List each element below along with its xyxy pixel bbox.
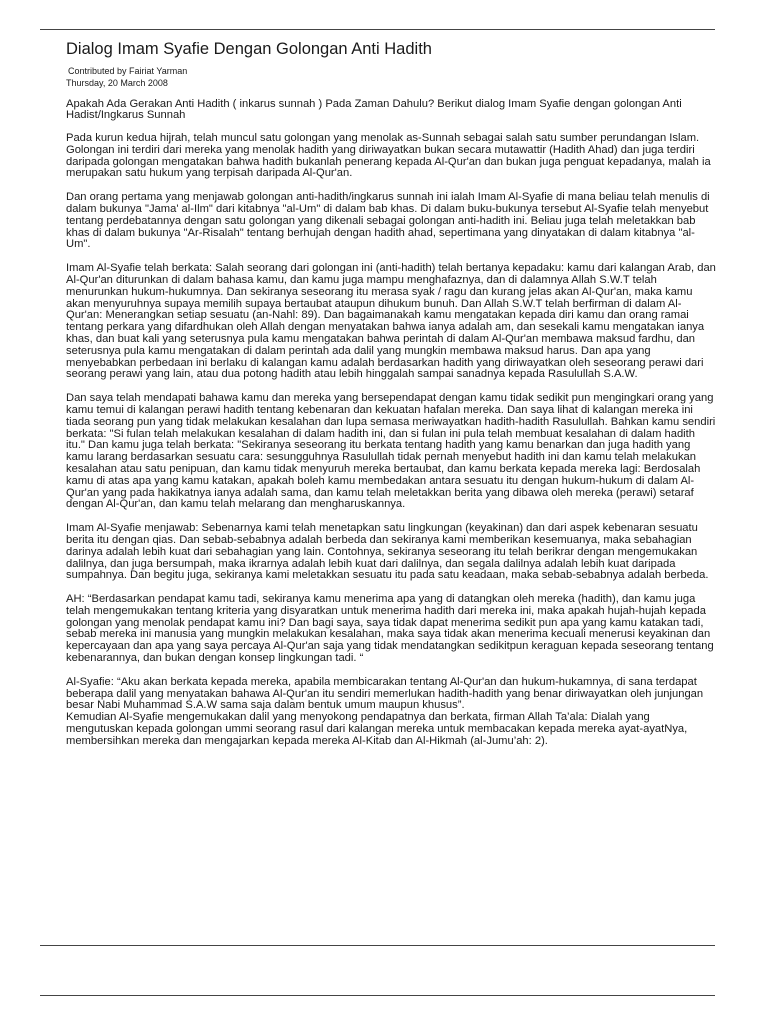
paragraph-1: Pada kurun kedua hijrah, telah muncul satu golongan yang menolak as-Sunnah sebagai salah satu sumber perundangan Islam. Golongan ini terdiri dari mereka yang menolak hadith yang diriwayatkan bukan secara mutawattir (Hadith Ahad) dan juga terdiri daripada golongan mengatakan bahwa hadith bukanlah penerang kepada Al-Qur'an dan bukan juga penguat kepadanya, malah ia merupakan satu hukum yang terpisah daripada Al-Qur'an.	[66, 132, 711, 180]
article-meta	[66, 65, 716, 89]
paragraph-3: Imam Al-Syafie telah berkata: Salah seorang dari golongan ini (anti-hadith) telah bertanya kepadaku: kamu dari kalangan Arab, dan Al-Qur'an diturunkan di dalam bahasa kamu, dan kamu juga mampu menghafaznya, dan di dalamnya Allah S.W.T telah menurunkan hukum-hukumnya. Dan sekiranya seseorang itu merasa syak / ragu dan kurang jelas akan Al-Qur'an, maka kamu akan menyuruhnya supaya memilih supaya bertaubat ataupun dihukum bunuh. Dan Allah S.W.T telah berfirman di dalam Al-Qur'an: Menerangkan setiap sesuatu (an-Nahl: 89). Dan bagaimanakah kamu mengatakan kepada diri kamu dan orang ramai tentang perkara yang difardhukan oleh Allah dengan menyatakan bahwa ianya adalah am, dan sesekali kamu mengatakan ianya khas, dan buat kali yang seterusnya pula kamu mengatakan bahwa perintah di dalam Al-Qur'an membawa maksud fardhu, dan seterusnya pula kamu mengatakan di dalam perintah ada dalil yang mungkin membawa maksud harus. Dan apa yang menyebabkan perbedaan ini berlaku di kalangan kamu adalah berdasarkan hadith yang diriwayatkan oleh seseorang perawi dari seorang perawi yang lain, atau dua potong hadith atau lebih hinggalah sampai sanadnya kepada Rasulullah S.A.W.	[66, 262, 716, 381]
contributor-line: Contributed by Fairiat Yarman	[68, 66, 188, 76]
footer-rule	[40, 945, 715, 946]
paragraph-6: AH: “Berdasarkan pendapat kamu tadi, sekiranya kamu menerima apa yang di datangkan oleh mereka (hadith), dan kamu juga telah mengemukakan tentang kriteria yang disyaratkan untuk menerima hadith dari mereka ini, maka apakah hujah-hujah kepada golongan yang menolak pendapat kamu ini? Dan bagi saya, saya tidak dapat menerima sedikit pun apa yang kamu katakan tadi, sebab mereka ini manusia yang mungkin melakukan kesalahan, maka saya tidak akan menerima kecuali menerusi keyakinan dan kepercayaan dan apa yang saya percaya Al-Qur'an saja yang tidak mendatangkan sedikitpun keraguan kepada seseorang tentang kebenarannya, dan bukan dengan konsep lingkungan tadi. “	[66, 593, 714, 665]
paragraph-8: Kemudian Al-Syafie mengemukakan dalil yang menyokong pendapatnya dan berkata, firman Allah Ta’ala: Dialah yang mengutuskan kepada golongan ummi seorang rasul dari kalangan mereka untuk membacakan kepada mereka ayat-ayatNya, membersihkan mereka dan mengajarkan kepada mereka Al-Kitab dan Al-Hikmah (al-Jumu’ah: 2).	[66, 711, 688, 747]
paragraph-2: Dan orang pertama yang menjawab golongan anti-hadith/ingkarus sunnah ini ialah Imam Al-Syafie di mana beliau telah menulis di dalam bukunya "Jama' al-Ilm" dari kitabnya "al-Um" di dalam bab khas. Di dalam buku-bukunya tersebut Al-Syafie telah menyebut tentang perdebatannya dengan satu golongan yang dikenali sebagai golongan anti-hadith ini. Beliau juga telah meletakkan bab khas di dalam bukunya "Ar-Risalah" tentang berhujah dengan hadith ahad, sepertimana yang dinyatakan di dalam kitabnya "al-Um".	[66, 191, 710, 251]
top-rule	[40, 29, 715, 30]
paragraph-4: Dan saya telah mendapati bahawa kamu dan mereka yang bersependapat dengan kamu tidak sedikit pun mengingkari orang yang kamu temui di kalangan perawi hadith tentang kebenaran dan kekuatan hafalan mereka. Dan saya lihat di kalangan mereka ini tiada seorang pun yang tidak melakukan kesalahan dan lupa semasa meriwayatkan hadith-hadith Rasulullah. Bahkan kamu sendiri berkata: "Si fulan telah melakukan kesalahan di dalam hadith ini, dan si fulan ini pula telah membuat kesalahan di dalam hadith itu." Dan kamu juga telah berkata: "Sekiranya seseorang itu berkata tentang hadith yang kamu benarkan dan juga hadith yang kamu larang berdasarkan sesuatu cara: sesungguhnya Rasulullah tidak pernah menyebut hadith ini dan kamu telah melakukan kesalahan atau satu penipuan, dan kamu tidak menyuruh mereka bertaubat, dan kamu berkata kepada mereka lagi: Berdosalah kamu di atas apa yang kamu katakan, apakah boleh kamu membedakan antara sesuatu itu dengan hukum-hukum di dalam Al-Qur'an yang pada hakikatnya ianya adalah sama, dan kamu telah meletakkan berita yang dibawa oleh mereka (perawi) setaraf dengan Al-Qur'an, dan kamu telah melarang dan mengharuskannya.	[66, 392, 716, 511]
article-intro: Apakah Ada Gerakan Anti Hadith ( inkarus sunnah ) Pada Zaman Dahulu? Berikut dialog Imam Syafie dengan golongan Anti Hadist/Ingkarus Sunnah	[66, 98, 682, 121]
bottom-rule	[40, 995, 715, 996]
paragraph-5: Imam Al-Syafie menjawab: Sebenarnya kami telah menetapkan satu lingkungan (keyakinan) dan dari aspek kebenaran sesuatu berita itu dengan qias. Dan sebab-sebabnya adalah berbeda dan sekiranya kami memberikan kesemuanya, maka sebahagian darinya adalah lebih kuat dari sebahagian yang lain. Contohnya, sekiranya seseorang itu telah berikrar dengan mengemukakan dalilnya, dan juga bersumpah, maka ikrarnya adalah lebih kuat dari dalilnya, dan segala dalilnya adalah lebih kuat daripada sumpahnya. Dan begitu juga, sekiranya kami meletakkan sesuatu itu pada satu keadaan, maka sebab-sebabnya adalah berbeda.	[66, 522, 709, 582]
article	[66, 38, 716, 748]
publish-date: Thursday, 20 March 2008	[66, 78, 168, 88]
article-title: Dialog Imam Syafie Dengan Golongan Anti Hadith	[66, 40, 432, 58]
paragraph-7: Al-Syafie: “Aku akan berkata kepada mereka, apabila membicarakan tentang Al-Qur'an dan hukum-hukamnya, di sana terdapat beberapa dalil yang menyatakan bahawa Al-Qur'an itu sendiri memerlukan hadith-hadith yang benar diriwayatkan oleh junjungan besar Nabi Muhammad S.A.W sama saja dalam bentuk umum maupun khusus”.	[66, 675, 704, 712]
